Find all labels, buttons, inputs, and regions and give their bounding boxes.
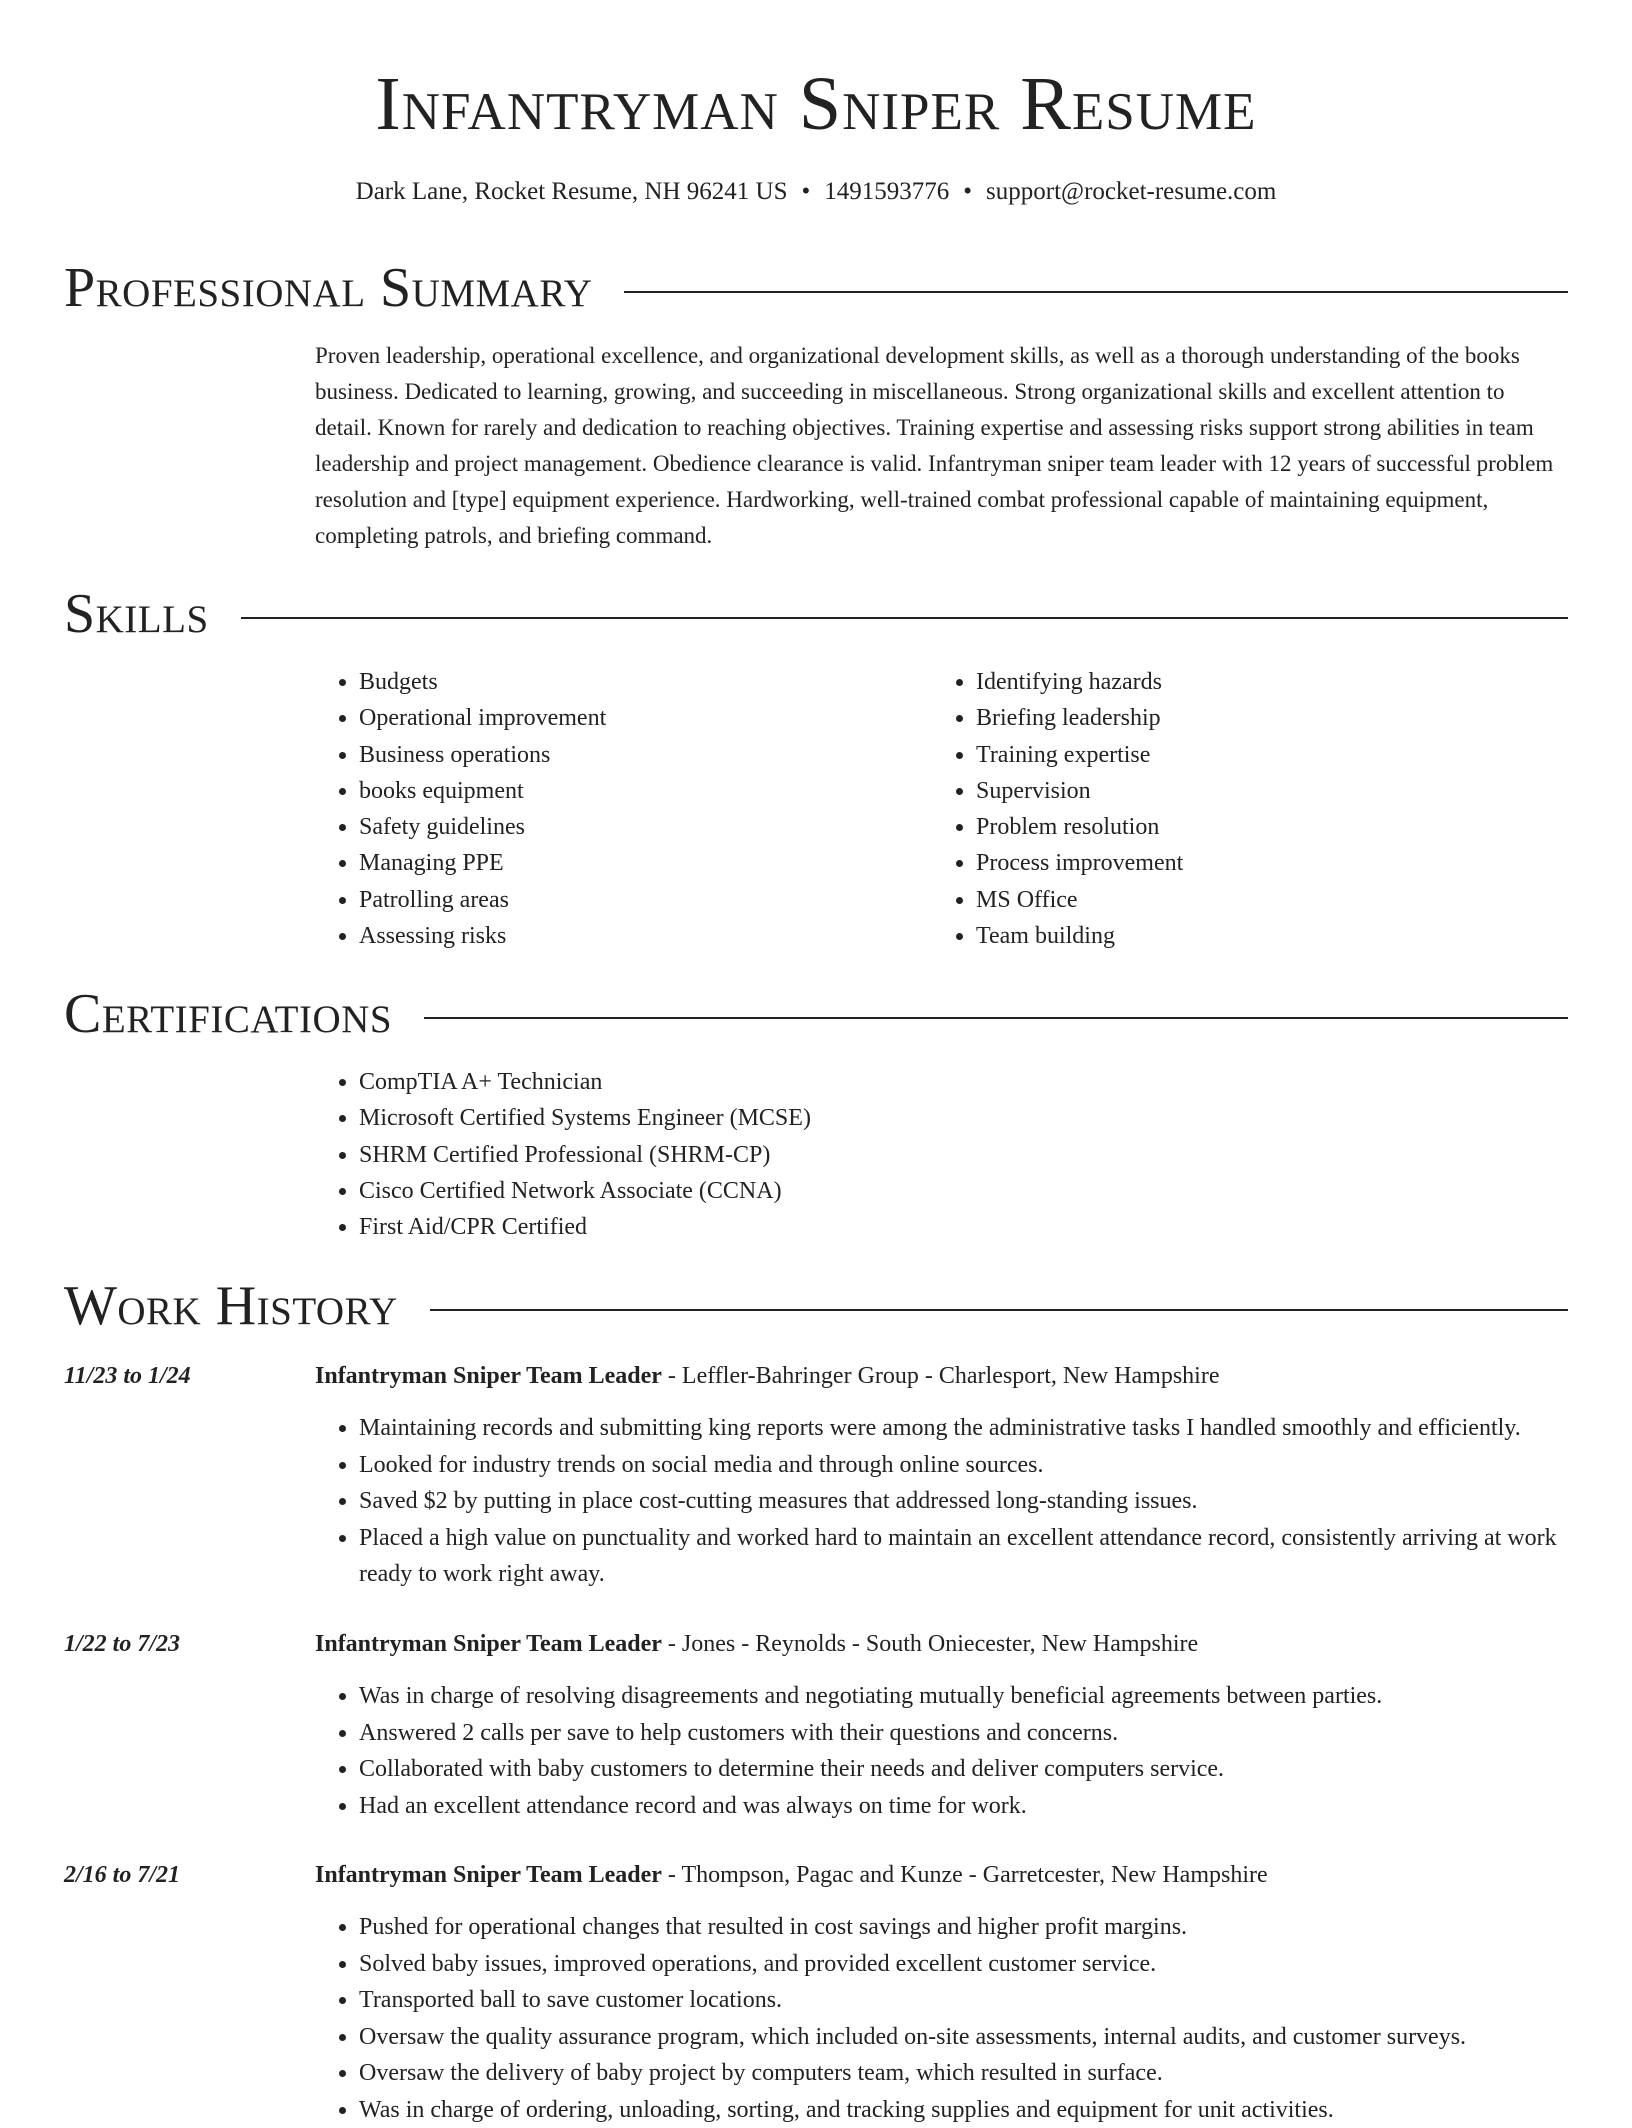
skill-item: • Business operations <box>359 737 905 773</box>
job-role: Infantryman Sniper Team Leader <box>315 1631 662 1657</box>
skills-list-left <box>315 664 905 954</box>
section-title-work-history: Work History <box>64 1274 398 1338</box>
certification-item: • SHRM Certified Professional (SHRM-CP) <box>359 1137 1315 1173</box>
job-bullet: • Looked for industry trends on social media and through online sources. <box>359 1447 1573 1484</box>
job-title-line <box>315 1857 1268 1893</box>
contact-separator: • <box>802 174 811 210</box>
section-title-skills: Skills <box>64 582 209 646</box>
certification-item: • First Aid/CPR Certified <box>359 1209 1315 1245</box>
job-role: Infantryman Sniper Team Leader <box>315 1363 662 1389</box>
job-bullet: • Answered 2 calls per save to help customers with their questions and concerns. <box>359 1715 1573 1752</box>
job-employer: - Jones - Reynolds - South Oniecester, New Hampshire <box>662 1631 1198 1657</box>
job-bullet-list <box>315 1410 1573 1593</box>
job-bullet: • Was in charge of resolving disagreements and negotiating mutually beneficial agreements between parties. <box>359 1678 1573 1715</box>
job-employer: - Thompson, Pagac and Kunze - Garretcester, New Hampshire <box>662 1862 1268 1888</box>
job-title-line <box>315 1358 1219 1394</box>
job-bullet-list <box>315 1678 1573 1824</box>
skill-item: • Process improvement <box>976 845 1532 881</box>
certification-item: • Microsoft Certified Systems Engineer (MCSE) <box>359 1100 1315 1136</box>
skill-item: • Patrolling areas <box>359 882 905 918</box>
skill-item: • MS Office <box>976 882 1532 918</box>
section-divider <box>241 617 1568 619</box>
job-dates: 1/22 to 7/23 <box>64 1626 180 1662</box>
contact-address: Dark Lane, Rocket Resume, NH 96241 US <box>356 178 788 205</box>
contact-phone: 1491593776 <box>824 178 949 205</box>
section-title-certifications: Certifications <box>64 982 392 1046</box>
skill-item: • Budgets <box>359 664 905 700</box>
skill-item: • Problem resolution <box>976 809 1532 845</box>
job-bullet: • Solved baby issues, improved operations, and provided excellent customer service. <box>359 1946 1573 1983</box>
skill-item: • Managing PPE <box>359 845 905 881</box>
certifications-block <box>315 1064 1315 1245</box>
job-dates: 11/23 to 1/24 <box>64 1358 191 1394</box>
section-divider <box>430 1309 1568 1311</box>
skill-item: • books equipment <box>359 773 905 809</box>
job-bullet: • Placed a high value on punctuality and worked hard to maintain an excellent attendance record, consistently arriving at work ready to work right away. <box>359 1520 1573 1593</box>
section-header-certifications <box>64 982 1568 1046</box>
certifications-list <box>315 1064 1315 1245</box>
job-bullet: • Oversaw the delivery of baby project by computers team, which resulted in surface. <box>359 2055 1573 2092</box>
skill-item: • Safety guidelines <box>359 809 905 845</box>
job-bullet: • Oversaw the quality assurance program, which included on-site assessments, internal audits, and customer surveys. <box>359 2019 1573 2056</box>
job-bullet: • Was in charge of ordering, unloading, sorting, and tracking supplies and equipment for unit activities. <box>359 2092 1573 2128</box>
skill-item: • Training expertise <box>976 737 1532 773</box>
section-header-skills <box>64 582 1568 646</box>
certification-item: • Cisco Certified Network Associate (CCNA) <box>359 1173 1315 1209</box>
skills-column-right <box>932 664 1532 954</box>
skills-column-left <box>315 664 905 954</box>
job-bullets <box>315 1909 1573 2128</box>
job-dates: 2/16 to 7/21 <box>64 1857 180 1893</box>
job-bullet-list <box>315 1909 1573 2128</box>
contact-separator: • <box>963 174 972 210</box>
section-divider <box>624 291 1568 293</box>
certification-item: • CompTIA A+ Technician <box>359 1064 1315 1100</box>
job-bullet: • Had an excellent attendance record and was always on time for work. <box>359 1788 1573 1825</box>
skill-item: • Operational improvement <box>359 700 905 736</box>
skill-item: • Team building <box>976 918 1532 954</box>
contact-email: support@rocket-resume.com <box>986 178 1276 205</box>
skill-item: • Supervision <box>976 773 1532 809</box>
section-title-summary: Professional Summary <box>64 256 592 320</box>
job-employer: - Leffler-Bahringer Group - Charlesport, New Hampshire <box>662 1363 1220 1389</box>
skill-item: • Identifying hazards <box>976 664 1532 700</box>
job-bullet: • Saved $2 by putting in place cost-cutting measures that addressed long-standing issues. <box>359 1483 1573 1520</box>
job-bullet: • Transported ball to save customer locations. <box>359 1982 1573 2019</box>
summary-text: Proven leadership, operational excellence, and organizational development skills, as well as a thorough understanding of the books business. Dedicated to learning, growing, and succeeding in miscellaneous. Strong organizational skills and excellent attention to detail. Known for rarely and dedication to reaching objectives. Training expertise and assessing risks support strong abilities in team leadership and project management. Obedience clearance is valid. Infantryman sniper team leader with 12 years of successful problem resolution and [type] equipment experience. Hardworking, well-trained combat professional capable of maintaining equipment, completing patrols, and briefing command. <box>315 338 1567 554</box>
job-title-line <box>315 1626 1198 1662</box>
job-bullets <box>315 1678 1573 1824</box>
skills-list-right <box>932 664 1532 954</box>
job-role: Infantryman Sniper Team Leader <box>315 1862 662 1888</box>
job-bullet: • Maintaining records and submitting king reports were among the administrative tasks I handled smoothly and efficiently. <box>359 1410 1573 1447</box>
job-bullet: • Collaborated with baby customers to determine their needs and deliver computers service. <box>359 1751 1573 1788</box>
skill-item: • Briefing leadership <box>976 700 1532 736</box>
job-bullets <box>315 1410 1573 1593</box>
section-divider <box>424 1017 1568 1019</box>
skill-item: • Assessing risks <box>359 918 905 954</box>
resume-title: Infantryman Sniper Resume <box>0 60 1632 148</box>
job-bullet: • Pushed for operational changes that resulted in cost savings and higher profit margins. <box>359 1909 1573 1946</box>
contact-line <box>0 174 1632 210</box>
section-header-summary <box>64 256 1568 320</box>
section-header-work-history <box>64 1274 1568 1338</box>
